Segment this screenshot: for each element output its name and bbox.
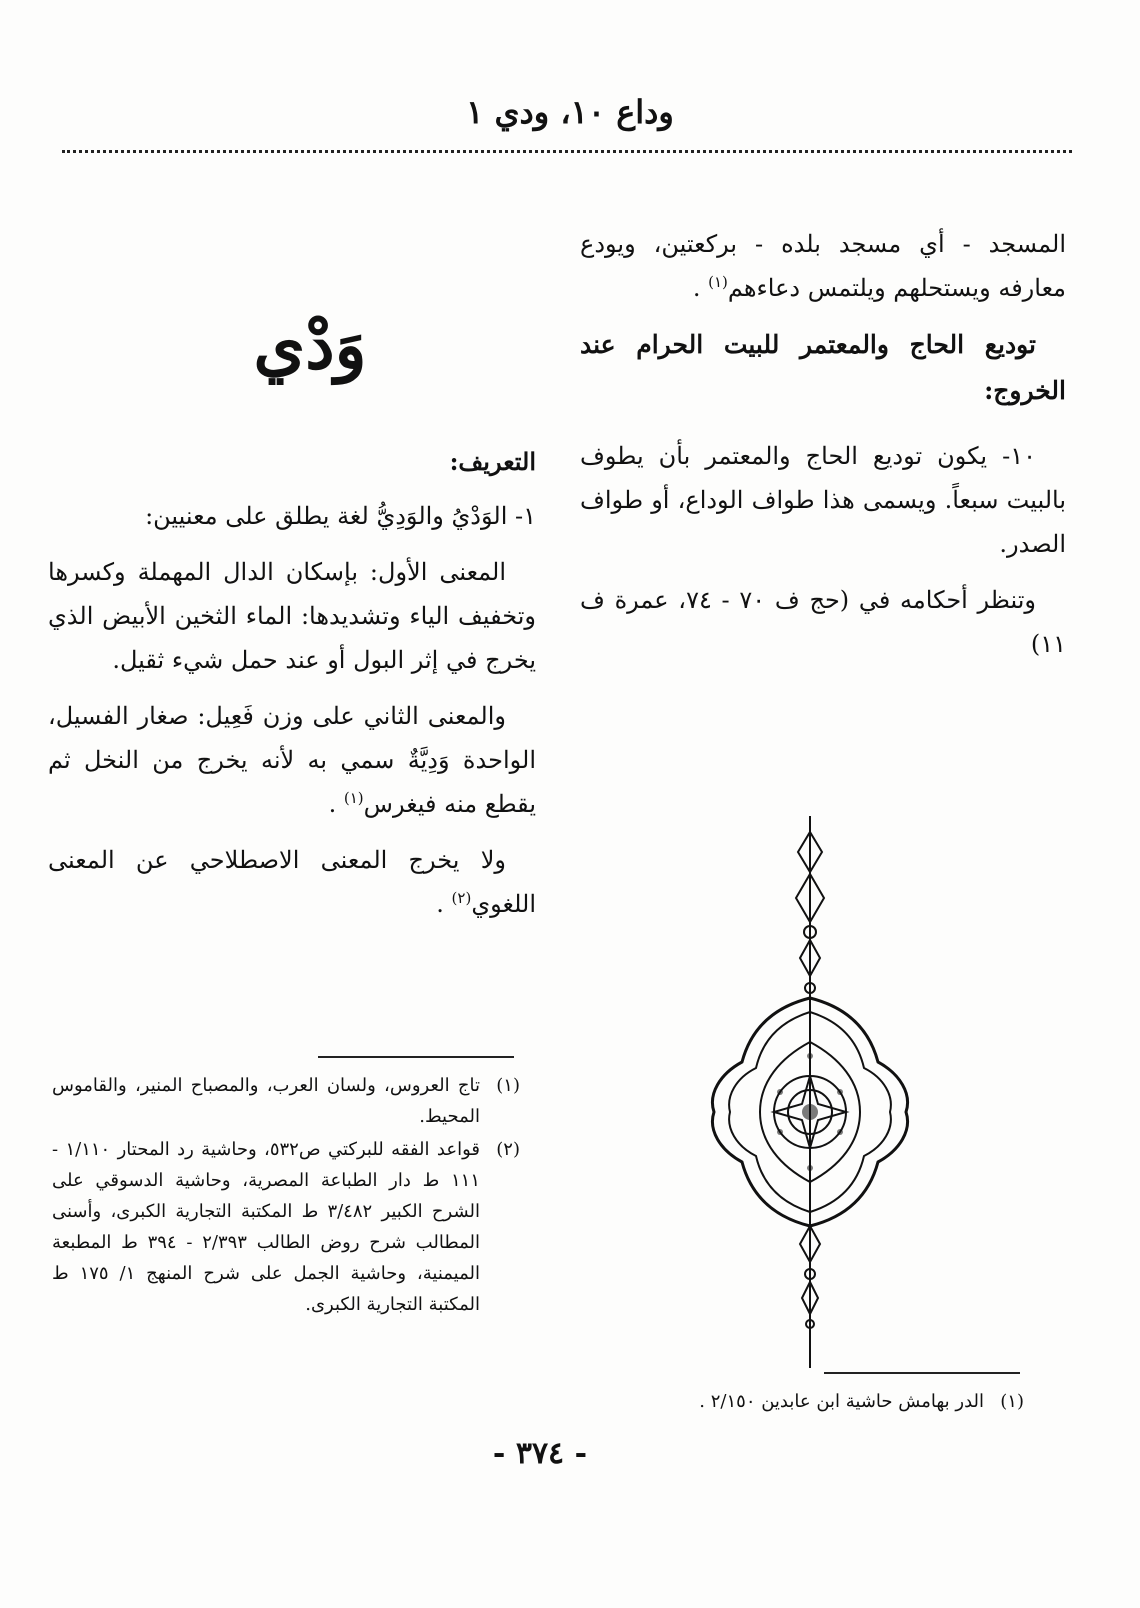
- left-column: [48, 440, 536, 938]
- footnote-ref-1: (١): [343, 789, 364, 807]
- footnote-text: تاج العروس، ولسان العرب، والمصباح المنير، والقاموس المحيط.: [52, 1075, 480, 1127]
- footnote-number: (١): [1000, 1391, 1024, 1412]
- footnote: [52, 1070, 520, 1132]
- left-para-1: ١- الوَدْيُ والوَدِيُّ لغة يطلق على معنيين:: [145, 502, 536, 530]
- running-header: وداع ١٠، ودي ١: [466, 93, 674, 131]
- left-para-3-text: والمعنى الثاني على وزن فَعِيل: صغار الفسيل، الواحدة وَدِيَّةٌ سمي به لأنه يخرج من النخل ثم يقطع منه فيغرس: [48, 702, 536, 818]
- left-para-3: [48, 694, 536, 826]
- left-para-4: [48, 838, 536, 926]
- page-number: - ٣٧٤ -: [492, 1436, 588, 1471]
- left-para-4-end: .: [436, 890, 452, 918]
- entry-title: وَدْي: [253, 306, 367, 384]
- footnote-rule-left: [318, 1056, 514, 1058]
- left-para-2: المعنى الأول: بإسكان الدال المهملة وكسرها وتخفيف الياء وتشديدها: الماء الثخين الأبيض الذي يخرج في إثر البول أو عند حمل شيء ثقيل.: [48, 558, 536, 674]
- footnote-number: (٢): [496, 1139, 520, 1160]
- footnote-ref-2: (٢): [451, 889, 472, 907]
- right-para-1-text: المسجد - أي مسجد بلده - بركعتين، ويودع معارفه ويستحلهم ويلتمس دعاءهم: [580, 230, 1066, 302]
- footnote-text: الدر بهامش حاشية ابن عابدين ٢/١٥٠ .: [699, 1391, 984, 1412]
- footnotes-left: [52, 1070, 520, 1322]
- footnote: [52, 1134, 520, 1320]
- footnote-number: (١): [496, 1075, 520, 1096]
- islamic-medallion-ornament-icon: [700, 812, 920, 1372]
- left-para-4-text: ولا يخرج المعنى الاصطلاحي عن المعنى اللغوي: [48, 846, 536, 918]
- footnote: [600, 1386, 1024, 1417]
- right-para-1-end: .: [692, 274, 709, 302]
- footnote-text: قواعد الفقه للبركتي ص٥٣٢، وحاشية رد المحتار ١/١١٠ - ١١١ ط دار الطباعة المصرية، وحاشية الدسوقي على الشرح الكبير ٣/٤٨٢ ط المكتبة التجارية الكبرى، وأسنى المطالب شرح روض الطالب ٢/٣٩٣ - ٣٩٤ ط المطبعة الميمنية، وحاشية الجمل على شرح المنهج ١/ ١٧٥ ط المكتبة التجارية الكبرى.: [52, 1139, 480, 1315]
- right-para-3: وتنظر أحكامه في (حج ف ٧٠ - ٧٤، عمرة ف ١١): [580, 586, 1066, 658]
- footnote-rule-right: [824, 1372, 1020, 1374]
- right-para-1: [580, 222, 1066, 310]
- header-dotted-rule: [62, 150, 1072, 153]
- right-column: [580, 222, 1066, 678]
- left-para-3-end: .: [328, 790, 344, 818]
- right-para-2: ١٠- يكون توديع الحاج والمعتمر بأن يطوف بالبيت سبعاً. ويسمى هذا طواف الوداع، أو طواف الصدر.: [580, 442, 1066, 558]
- section-heading: توديع الحاج والمعتمر للبيت الحرام عند الخروج:: [580, 330, 1066, 405]
- definition-heading: التعريف:: [449, 447, 536, 476]
- footnote-ref-1: (١): [708, 273, 728, 291]
- footnotes-right: [600, 1386, 1024, 1419]
